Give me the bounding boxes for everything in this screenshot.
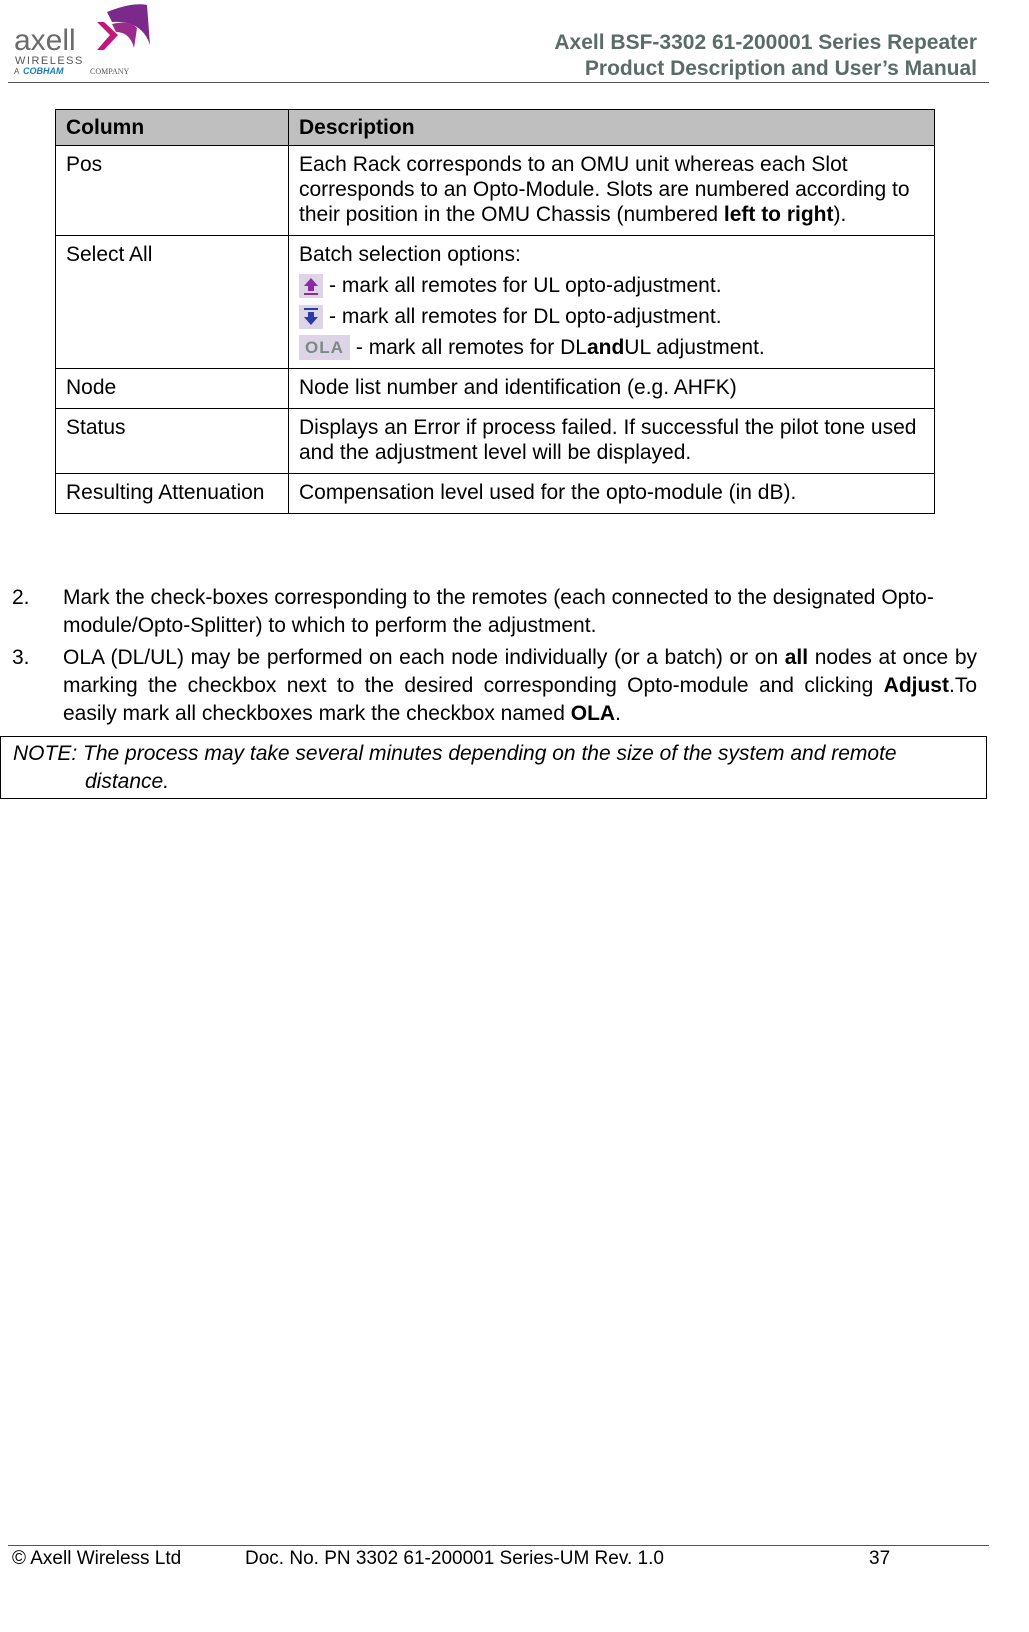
step-number: 3. [12, 646, 30, 669]
table-row [56, 409, 935, 474]
note-text: NOTE: The process may take several minutes depending on the size of the system and remote [13, 742, 897, 765]
option-ul [299, 273, 924, 298]
table-header-row [56, 110, 935, 146]
note-text: distance. [85, 770, 170, 793]
option-text: UL adjustment. [624, 336, 765, 359]
cell-column: Select All [56, 236, 289, 369]
svg-text:axell: axell [14, 24, 76, 57]
cell-column: Pos [56, 146, 289, 236]
header-column: Column [56, 110, 289, 146]
intro-text: Batch selection options: [299, 243, 521, 266]
cell-column: Status [56, 409, 289, 474]
header-description: Description [289, 110, 935, 146]
cell-description [289, 236, 935, 369]
bold-text: all [784, 646, 809, 669]
axell-wireless-logo [12, 0, 152, 80]
bold-text: and [586, 336, 625, 359]
svg-text:A: A [14, 67, 20, 76]
header-title: Axell BSF-3302 61-200001 Series Repeater [554, 31, 977, 54]
footer-divider [8, 1545, 989, 1546]
arrow-up-icon [299, 274, 323, 298]
bold-text: left to right [723, 203, 834, 226]
option-dl [299, 304, 924, 329]
table-row [56, 236, 935, 369]
footer-copyright: © Axell Wireless Ltd [12, 1548, 182, 1569]
text: .To easily mark all checkboxes mark the checkbox named [63, 674, 977, 725]
list-item [12, 584, 977, 640]
text: nodes at once by marking the checkbox next to the desired corresponding Opto-module and clicking [63, 646, 977, 697]
option-text: - mark all remotes for DL opto-adjustment. [329, 305, 722, 328]
svg-text:WIRELESS: WIRELESS [15, 55, 84, 67]
step-text [63, 644, 977, 728]
table-row [56, 369, 935, 409]
cell-description: Compensation level used for the opto-module (in dB). [289, 474, 935, 514]
text: . [615, 702, 621, 725]
note-box [0, 736, 987, 799]
bold-text: OLA [570, 702, 616, 725]
ola-icon: OLA [299, 335, 350, 360]
table-row [56, 146, 935, 236]
option-text: - mark all remotes for UL opto-adjustment. [329, 274, 722, 297]
cell-column: Node [56, 369, 289, 409]
bold-text: Adjust [883, 674, 949, 697]
option-ola [299, 335, 924, 360]
column-description-table [55, 109, 935, 514]
footer-page-number: 37 [869, 1548, 891, 1569]
step-text: Mark the check-boxes corresponding to the remotes (each connected to the designated Opto-module/Opto-Splitter) to which to perform the adjustment. [63, 586, 934, 637]
footer-doc-number: Doc. No. PN 3302 61-200001 Series-UM Rev. 1.0 [245, 1548, 664, 1569]
header-divider [8, 82, 989, 83]
table-row [56, 474, 935, 514]
steps-list [12, 584, 977, 732]
svg-text:COBHAM: COBHAM [23, 66, 64, 76]
cell-description: Node list number and identification (e.g. AHFK) [289, 369, 935, 409]
cell-description: Displays an Error if process failed. If successful the pilot tone used and the adjustment level will be displayed. [289, 409, 935, 474]
cell-column: Resulting Attenuation [56, 474, 289, 514]
svg-text:COMPANY: COMPANY [90, 67, 130, 76]
header-subtitle: Product Description and User’s Manual [584, 57, 977, 80]
cell-description [289, 146, 935, 236]
text: Each Rack corresponds to an OMU unit whereas each Slot corresponds to an Opto-Module. Slots are numbered according to their position in the OMU Chassis (numbered [299, 153, 910, 226]
text: ). [833, 203, 847, 226]
list-item [12, 644, 977, 728]
option-text: - mark all remotes for DL [355, 336, 587, 359]
arrow-down-icon [299, 305, 323, 329]
document-header [554, 30, 977, 82]
step-number: 2. [12, 586, 30, 609]
text: OLA (DL/UL) may be performed on each node individually (or a batch) or on [63, 646, 785, 669]
